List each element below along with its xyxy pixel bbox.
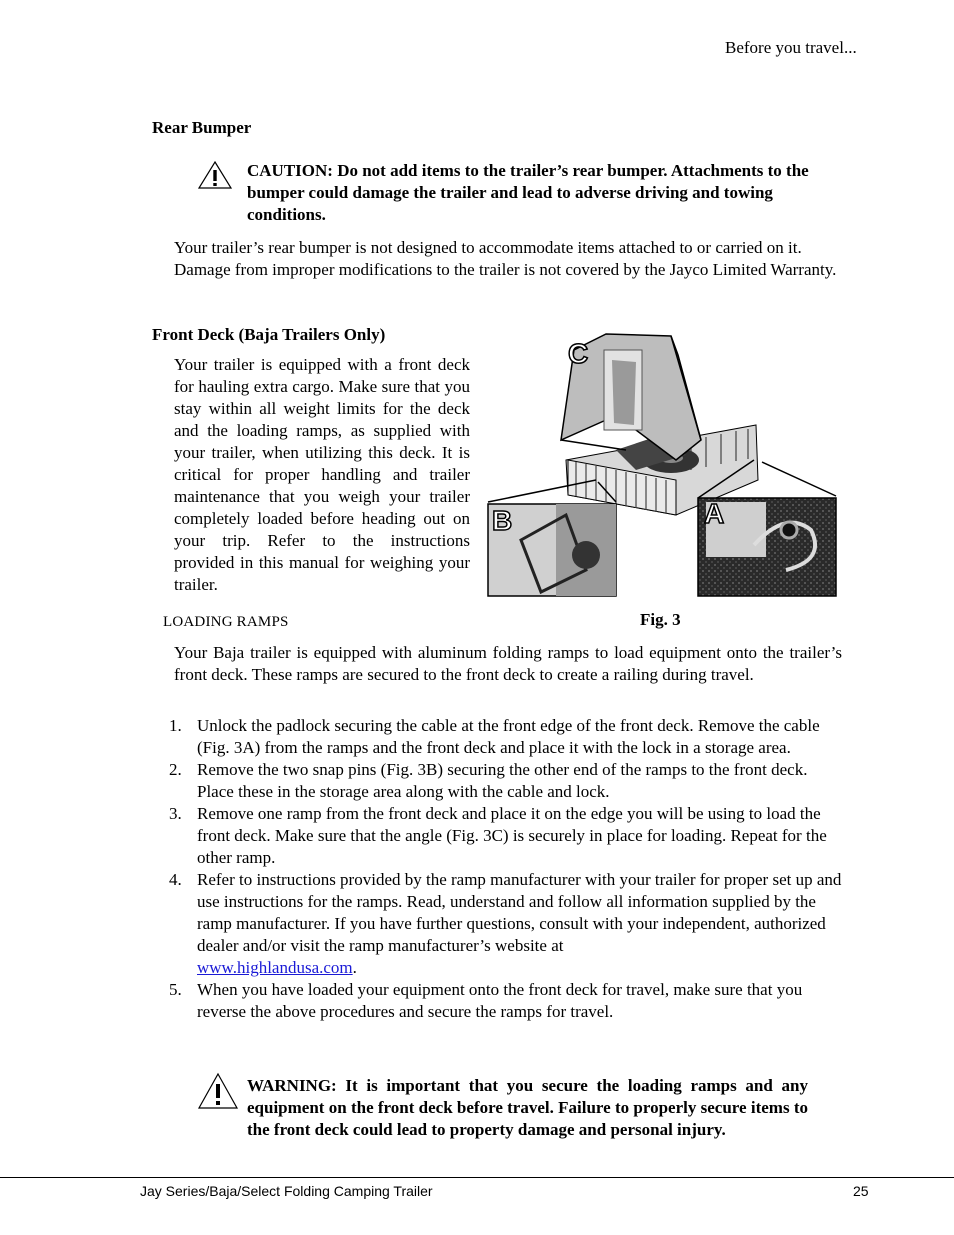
footer-title: Jay Series/Baja/Select Folding Camping Trailer	[140, 1183, 433, 1199]
list-item: 4. Refer to instructions provided by the ramp manufacturer with your trailer for proper set up and use instructions for the ramps. Read, understand and follow all information supplied by the ramp manufacturer. If you have further questions, consult with your independent, authorized dealer and/or visit the ramp manufacturer’s website at www.highlandusa.com.	[169, 870, 842, 977]
rear-bumper-paragraph: Your trailer’s rear bumper is not designed to accommodate items attached to or carried on it. Damage from improper modifications to the trailer is not covered by the Jayco Limited Warranty.	[174, 238, 837, 279]
caution-triangle-icon	[197, 160, 233, 190]
label-c: C	[568, 338, 589, 369]
section-heading-front-deck: Front Deck (Baja Trailers Only)	[152, 325, 386, 344]
front-deck-paragraph: Your trailer is equipped with a front deck for hauling extra cargo. Make sure that you stay within all weight limits for the deck and the loading ramps, as supplied with your trailer, when utilizing this deck. It is critical for proper handling and trailer maintenance that you weigh your trailer completely loaded before heading out on your trip. Refer to the instructions provided in this manual for weighing your trailer.	[174, 355, 470, 594]
running-header: Before you travel...	[725, 38, 857, 57]
page-number: 25	[853, 1183, 869, 1199]
label-a: A	[704, 498, 725, 529]
list-item: 1. Unlock the padlock securing the cable at the front edge of the front deck. Remove the cable (Fig. 3A) from the ramps and the front deck and place it with the lock in a storage area.	[169, 716, 820, 757]
section-heading-rear-bumper: Rear Bumper	[152, 118, 252, 137]
list-item: 3. Remove one ramp from the front deck and place it on the edge you will be using to load the front deck. Make sure that the angle (Fig. 3C) is securely in place for loading. Repeat for the other ramp.	[169, 804, 827, 867]
warning-triangle-icon	[197, 1072, 239, 1110]
loading-ramps-intro: Your Baja trailer is equipped with aluminum folding ramps to load equipment onto the trailer’s front deck. These ramps are secured to the front deck to create a railing during travel.	[174, 643, 842, 684]
caution-notice: CAUTION: Do not add items to the trailer’s rear bumper. Attachments to the bumper could damage the trailer and lead to adverse driving and towing conditions.	[247, 161, 809, 224]
ramp-manufacturer-link[interactable]: www.highlandusa.com	[197, 958, 353, 977]
subheading-loading-ramps: LOADING RAMPS	[163, 614, 289, 630]
figure-3-illustration	[486, 330, 838, 600]
footer-divider	[0, 1177, 954, 1178]
warning-notice: WARNING: It is important that you secure the loading ramps and any equipment on the front deck before travel. Failure to properly secure items to the front deck could lead to property damage and personal injury.	[247, 1076, 808, 1139]
figure-caption: Fig. 3	[640, 610, 681, 629]
list-item: 5. When you have loaded your equipment onto the front deck for travel, make sure that you reverse the above procedures and secure the ramps for travel.	[169, 980, 803, 1021]
loading-ramps-steps	[169, 715, 844, 1023]
list-item: 2. Remove the two snap pins (Fig. 3B) securing the other end of the ramps to the front deck. Place these in the storage area along with the cable and lock.	[169, 760, 808, 801]
label-b: B	[492, 505, 513, 536]
callout-c	[561, 334, 701, 460]
